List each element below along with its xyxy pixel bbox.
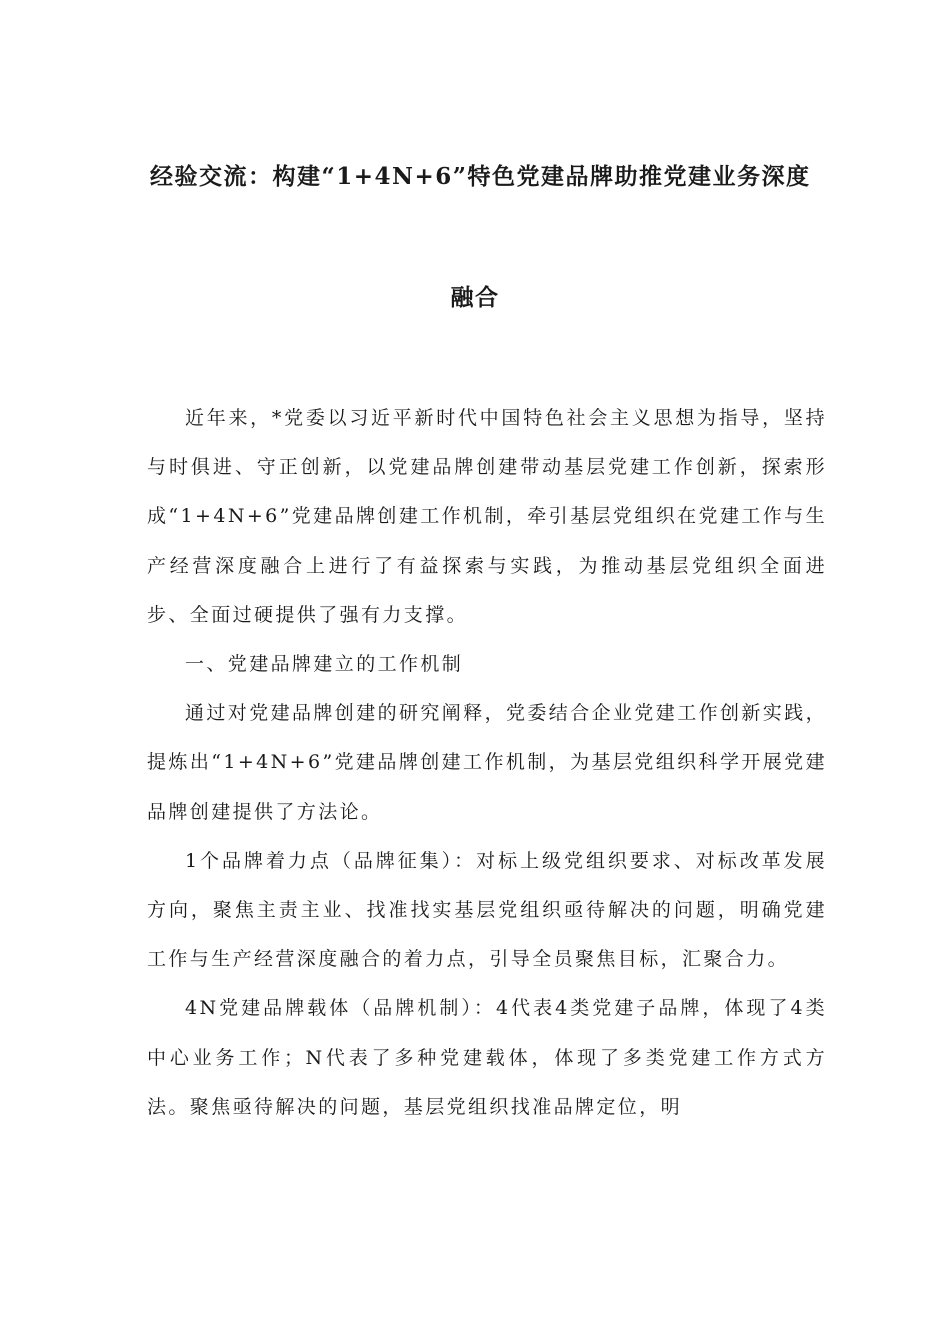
document-body [147,394,827,1132]
paragraph-intro: 近年来，*党委以习近平新时代中国特色社会主义思想为指导，坚持与时俱进、守正创新，以党建品牌创建带动基层党建工作创新，探索形成“1+4N+6”党建品牌创建工作机制，牵引基层党组织在党建工作与生产经营深度融合上进行了有益探索与实践，为推动基层党组织全面进步、全面过硬提供了强有力支撑。 [147,407,827,626]
document-title-line-2: 融合 [450,284,500,311]
paragraph-mechanism: 通过对党建品牌创建的研究阐释，党委结合企业党建工作创新实践，提炼出“1+4N+6”党建品牌创建工作机制，为基层党组织科学开展党建品牌创建提供了方法论。 [147,702,828,823]
paragraph-brand-focus: 1个品牌着力点（品牌征集）：对标上级党组织要求、对标改革发展方向，聚焦主责主业、找准找实基层党组织亟待解决的问题，明确党建工作与生产经营深度融合的着力点，引导全员聚焦目标，汇聚合力。 [147,849,827,971]
paragraph-brand-carrier: 4N党建品牌载体（品牌机制）：4代表4类党建子品牌，体现了4类中心业务工作；N代表了多种党建载体，体现了多类党建工作方式方法。聚焦亟待解决的问题，基层党组织找准品牌定位，明 [147,997,827,1118]
document-title-line-1: 经验交流：构建“1+4N+6”特色党建品牌助推党建业务深度 [150,163,811,190]
section-heading-1: 一、党建品牌建立的工作机制 [185,653,464,676]
